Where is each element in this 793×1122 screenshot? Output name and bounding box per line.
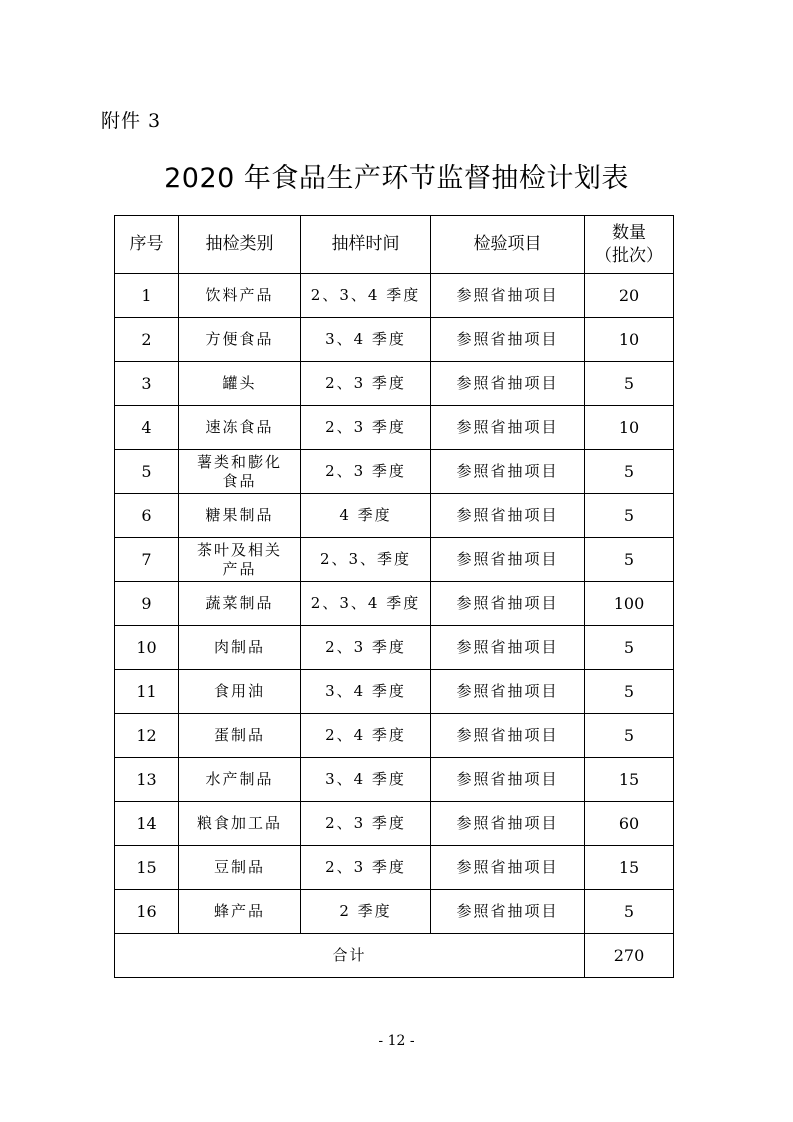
header-seq: 序号 xyxy=(115,216,179,274)
document-title: 2020 年食品生产环节监督抽检计划表 xyxy=(164,163,629,194)
table-body xyxy=(115,274,674,934)
cell-category: 蜂产品 xyxy=(179,890,301,934)
cell-seq: 13 xyxy=(115,758,179,802)
table-row xyxy=(115,802,674,846)
cell-quantity: 5 xyxy=(585,494,674,538)
cell-time: 2、3 季度 xyxy=(301,406,431,450)
cell-category: 饮料产品 xyxy=(179,274,301,318)
cell-seq: 5 xyxy=(115,450,179,494)
cell-seq: 4 xyxy=(115,406,179,450)
cell-items: 参照省抽项目 xyxy=(431,670,585,714)
table-header-row xyxy=(115,216,674,274)
cell-seq: 12 xyxy=(115,714,179,758)
cell-time: 3、4 季度 xyxy=(301,670,431,714)
cell-category: 蔬菜制品 xyxy=(179,582,301,626)
cell-category: 罐头 xyxy=(179,362,301,406)
cell-seq: 6 xyxy=(115,494,179,538)
cell-quantity: 5 xyxy=(585,538,674,582)
cell-quantity: 10 xyxy=(585,318,674,362)
header-time: 抽样时间 xyxy=(301,216,431,274)
cell-seq: 11 xyxy=(115,670,179,714)
table-row xyxy=(115,582,674,626)
cell-category: 肉制品 xyxy=(179,626,301,670)
cell-quantity: 5 xyxy=(585,450,674,494)
cell-quantity: 15 xyxy=(585,846,674,890)
cell-items: 参照省抽项目 xyxy=(431,626,585,670)
cell-time: 2、3 季度 xyxy=(301,802,431,846)
header-items: 检验项目 xyxy=(431,216,585,274)
cell-quantity: 100 xyxy=(585,582,674,626)
cell-time: 2、3 季度 xyxy=(301,362,431,406)
cell-time: 3、4 季度 xyxy=(301,318,431,362)
cell-items: 参照省抽项目 xyxy=(431,318,585,362)
table-row xyxy=(115,626,674,670)
cell-seq: 7 xyxy=(115,538,179,582)
cell-seq: 3 xyxy=(115,362,179,406)
cell-category: 糖果制品 xyxy=(179,494,301,538)
table-row xyxy=(115,714,674,758)
cell-items: 参照省抽项目 xyxy=(431,714,585,758)
cell-seq: 2 xyxy=(115,318,179,362)
table-row xyxy=(115,406,674,450)
cell-category: 速冻食品 xyxy=(179,406,301,450)
header-category: 抽检类别 xyxy=(179,216,301,274)
total-quantity: 270 xyxy=(585,934,674,978)
cell-items: 参照省抽项目 xyxy=(431,274,585,318)
cell-time: 2 季度 xyxy=(301,890,431,934)
cell-items: 参照省抽项目 xyxy=(431,362,585,406)
cell-category: 茶叶及相关 产品 xyxy=(179,538,301,582)
cell-items: 参照省抽项目 xyxy=(431,538,585,582)
total-label: 合计 xyxy=(115,934,585,978)
cell-items: 参照省抽项目 xyxy=(431,450,585,494)
cell-time: 2、3、4 季度 xyxy=(301,582,431,626)
cell-items: 参照省抽项目 xyxy=(431,582,585,626)
cell-quantity: 5 xyxy=(585,362,674,406)
cell-quantity: 10 xyxy=(585,406,674,450)
table-row xyxy=(115,846,674,890)
table-row xyxy=(115,758,674,802)
cell-time: 2、3、4 季度 xyxy=(301,274,431,318)
cell-category: 方便食品 xyxy=(179,318,301,362)
table-row xyxy=(115,274,674,318)
header-quantity-line2: （批次） xyxy=(595,245,663,266)
table-row xyxy=(115,494,674,538)
cell-quantity: 5 xyxy=(585,890,674,934)
page-number: - 12 - xyxy=(378,1033,415,1049)
table-row xyxy=(115,362,674,406)
cell-category: 粮食加工品 xyxy=(179,802,301,846)
cell-category: 薯类和膨化 食品 xyxy=(179,450,301,494)
cell-seq: 16 xyxy=(115,890,179,934)
cell-items: 参照省抽项目 xyxy=(431,758,585,802)
cell-seq: 15 xyxy=(115,846,179,890)
table-row xyxy=(115,890,674,934)
header-quantity xyxy=(585,216,674,274)
cell-quantity: 60 xyxy=(585,802,674,846)
cell-items: 参照省抽项目 xyxy=(431,846,585,890)
inspection-plan-table xyxy=(114,215,674,978)
cell-quantity: 5 xyxy=(585,714,674,758)
cell-seq: 9 xyxy=(115,582,179,626)
cell-items: 参照省抽项目 xyxy=(431,890,585,934)
cell-category: 蛋制品 xyxy=(179,714,301,758)
cell-items: 参照省抽项目 xyxy=(431,494,585,538)
cell-category: 水产制品 xyxy=(179,758,301,802)
cell-items: 参照省抽项目 xyxy=(431,406,585,450)
cell-quantity: 15 xyxy=(585,758,674,802)
table-row xyxy=(115,670,674,714)
attachment-label: 附件 3 xyxy=(101,110,162,132)
header-quantity-line1: 数量 xyxy=(612,222,646,243)
cell-time: 2、3 季度 xyxy=(301,450,431,494)
table-row xyxy=(115,450,674,494)
cell-time: 4 季度 xyxy=(301,494,431,538)
table-row xyxy=(115,538,674,582)
table-row xyxy=(115,318,674,362)
total-row xyxy=(115,934,674,978)
cell-time: 3、4 季度 xyxy=(301,758,431,802)
cell-category: 食用油 xyxy=(179,670,301,714)
cell-time: 2、4 季度 xyxy=(301,714,431,758)
cell-time: 2、3、季度 xyxy=(301,538,431,582)
cell-items: 参照省抽项目 xyxy=(431,802,585,846)
cell-quantity: 5 xyxy=(585,670,674,714)
cell-quantity: 5 xyxy=(585,626,674,670)
cell-quantity: 20 xyxy=(585,274,674,318)
cell-time: 2、3 季度 xyxy=(301,626,431,670)
cell-seq: 14 xyxy=(115,802,179,846)
cell-category: 豆制品 xyxy=(179,846,301,890)
cell-seq: 1 xyxy=(115,274,179,318)
cell-time: 2、3 季度 xyxy=(301,846,431,890)
cell-seq: 10 xyxy=(115,626,179,670)
